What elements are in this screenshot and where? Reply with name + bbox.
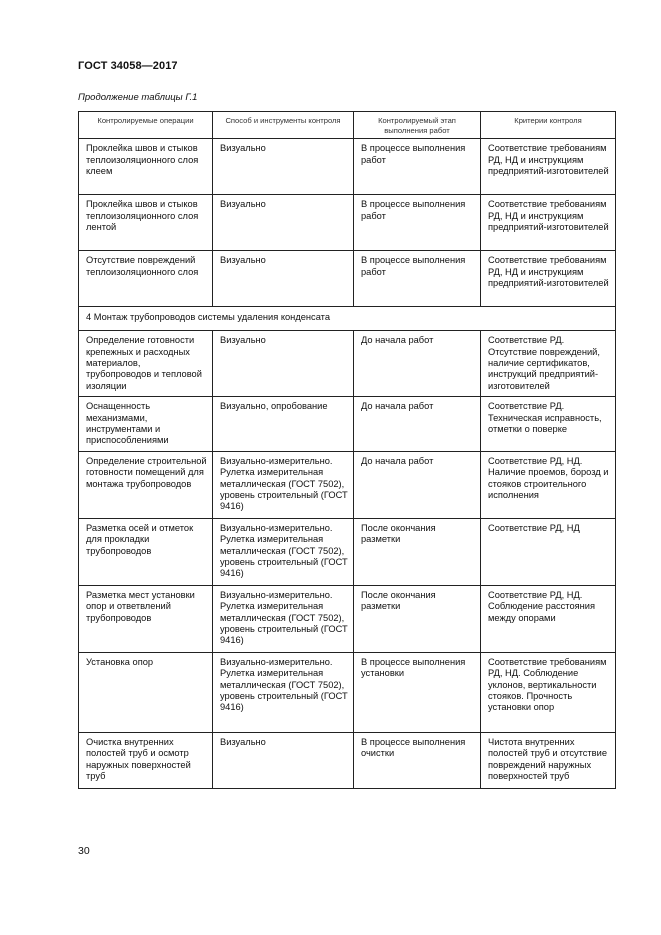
cell-stage: В процессе выполнения установки [354, 652, 481, 732]
cell-method: Визуально [213, 139, 354, 195]
page-number: 30 [78, 845, 90, 857]
cell-operation: Очистка внутренних полостей труб и осмотр наружных поверхностей труб [79, 732, 213, 788]
cell-criteria: Соответствие требованиям РД, НД и инструкциям предприятий-изготовителей [481, 195, 616, 251]
table-row [79, 451, 616, 518]
cell-stage: В процессе выполнения работ [354, 195, 481, 251]
cell-operation: Установка опор [79, 652, 213, 732]
cell-criteria: Соответствие требованиям РД, НД. Соблюдение уклонов, вертикальности стояков. Прочность установки опор [481, 652, 616, 732]
section-row [79, 307, 616, 331]
cell-method: Визуально [213, 251, 354, 307]
cell-stage: До начала работ [354, 397, 481, 452]
cell-criteria: Соответствие требованиям РД, НД и инструкциям предприятий-изготовителей [481, 251, 616, 307]
control-table [78, 111, 616, 789]
table-row [79, 195, 616, 251]
cell-operation: Оснащенность механизмами, инструментами и приспособлениями [79, 397, 213, 452]
cell-method: Визуально-измерительно. Рулетка измерительная металлическая (ГОСТ 7502), уровень строительный (ГОСТ 9416) [213, 652, 354, 732]
table-row [79, 652, 616, 732]
cell-operation: Определение готовности крепежных и расходных материалов, трубопроводов и тепловой изоляции [79, 331, 213, 397]
cell-criteria: Соответствие РД. Отсутствие повреждений, наличие сертификатов, инструкций предприятий-изготовителей [481, 331, 616, 397]
cell-method: Визуально [213, 195, 354, 251]
cell-operation: Проклейка швов и стыков теплоизоляционного слоя лентой [79, 195, 213, 251]
cell-operation: Определение строительной готовности помещений для монтажа трубопроводов [79, 451, 213, 518]
cell-stage: В процессе выполнения работ [354, 251, 481, 307]
cell-stage: В процессе выполнения очистки [354, 732, 481, 788]
cell-criteria: Соответствие РД, НД. Наличие проемов, борозд и стояков строительного исполнения [481, 451, 616, 518]
column-header-operations: Контролируемые операции [79, 112, 213, 139]
column-header-criteria: Критерии контроля [481, 112, 616, 139]
cell-criteria: Соответствие требованиям РД, НД и инструкциям предприятий-изготовителей [481, 139, 616, 195]
cell-stage: После окончания разметки [354, 518, 481, 585]
cell-method: Визуально, опробование [213, 397, 354, 452]
document-code: ГОСТ 34058—2017 [78, 60, 178, 72]
table-row [79, 518, 616, 585]
table-header-row [79, 112, 616, 139]
table-caption: Продолжение таблицы Г.1 [78, 92, 198, 103]
column-header-stage: Контролируемый этап выполнения работ [354, 112, 481, 139]
cell-criteria: Чистота внутренних полостей труб и отсутствие повреждений наружных поверхностей труб [481, 732, 616, 788]
table-row [79, 732, 616, 788]
cell-stage: После окончания разметки [354, 585, 481, 652]
cell-criteria: Соответствие РД, НД. Соблюдение расстояния между опорами [481, 585, 616, 652]
section-title: 4 Монтаж трубопроводов системы удаления конденсата [79, 307, 616, 331]
cell-method: Визуально-измерительно. Рулетка измерительная металлическая (ГОСТ 7502), уровень строительный (ГОСТ 9416) [213, 518, 354, 585]
cell-operation: Проклейка швов и стыков теплоизоляционного слоя клеем [79, 139, 213, 195]
table-row [79, 251, 616, 307]
cell-operation: Разметка осей и отметок для прокладки трубопроводов [79, 518, 213, 585]
cell-method: Визуально [213, 732, 354, 788]
cell-method: Визуально [213, 331, 354, 397]
cell-stage: До начала работ [354, 331, 481, 397]
cell-stage: В процессе выполнения работ [354, 139, 481, 195]
table-row [79, 585, 616, 652]
column-header-methods: Способ и инструменты контроля [213, 112, 354, 139]
table-row [79, 139, 616, 195]
table-row [79, 397, 616, 452]
table-row [79, 331, 616, 397]
cell-operation: Разметка мест установки опор и ответвлений трубопроводов [79, 585, 213, 652]
cell-operation: Отсутствие повреждений теплоизоляционного слоя [79, 251, 213, 307]
cell-method: Визуально-измерительно. Рулетка измерительная металлическая (ГОСТ 7502), уровень строительный (ГОСТ 9416) [213, 585, 354, 652]
cell-criteria: Соответствие РД, НД [481, 518, 616, 585]
cell-stage: До начала работ [354, 451, 481, 518]
cell-method: Визуально-измерительно. Рулетка измерительная металлическая (ГОСТ 7502), уровень строительный (ГОСТ 9416) [213, 451, 354, 518]
cell-criteria: Соответствие РД. Техническая исправность, отметки о поверке [481, 397, 616, 452]
